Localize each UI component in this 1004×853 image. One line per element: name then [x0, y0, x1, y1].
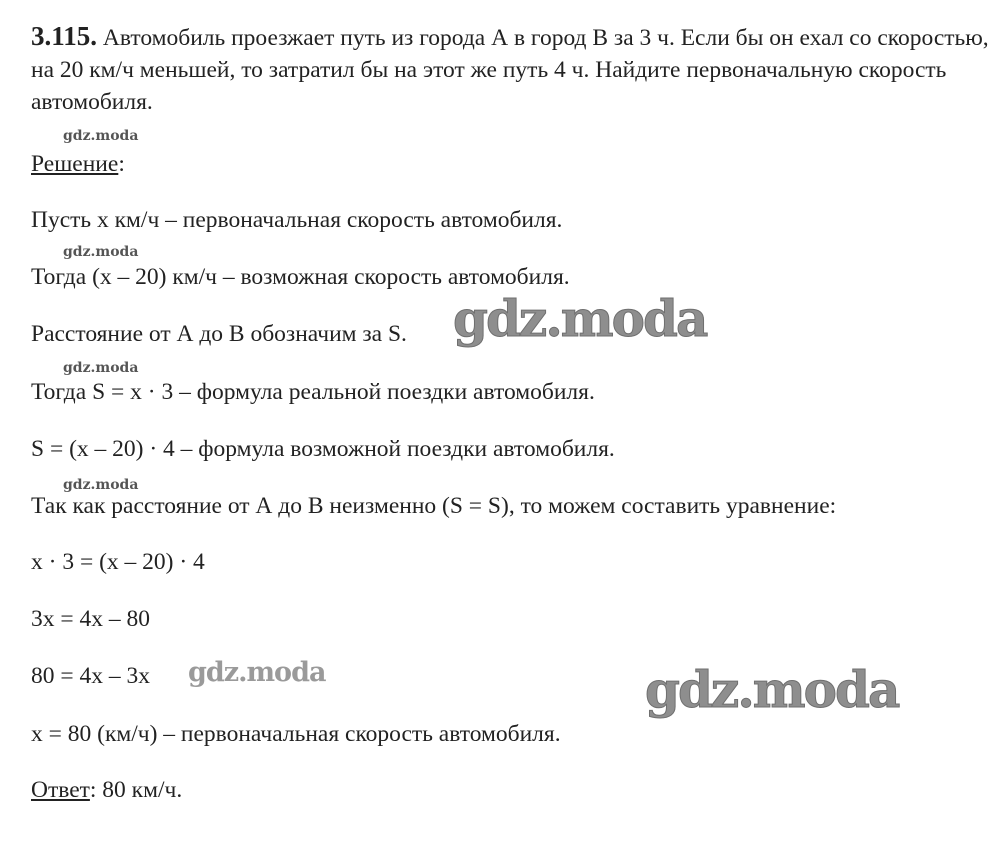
solution-line-3: Расстояние от А до В обозначим за S. — [31, 321, 407, 347]
watermark-medium: gdz.moda — [188, 657, 326, 688]
watermark-large-1: gdz.moda — [453, 289, 707, 348]
watermark-large-2: gdz.moda — [645, 660, 899, 719]
problem-statement — [31, 20, 991, 118]
solution-line-1: Пусть x км/ч – первоначальная скорость автомобиля. — [31, 207, 563, 233]
problem-number: 3.115. — [31, 21, 98, 51]
solution-line-5: S = (x – 20) · 4 – формула возможной поездки автомобиля. — [31, 436, 615, 462]
answer-line — [31, 776, 182, 804]
watermark-small-2: gdz.moda — [63, 244, 139, 260]
result-line: x = 80 (км/ч) – первоначальная скорость автомобиля. — [31, 721, 561, 747]
answer-label: Ответ — [31, 777, 90, 803]
equation-line-3: 80 = 4x – 3x — [31, 663, 151, 689]
equation-line-1: x · 3 = (x – 20) · 4 — [31, 549, 205, 575]
problem-text: Автомобиль проезжает путь из города А в город В за 3 ч. Если бы он ехал со скоростью, на 20 км/ч меньшей, то затратил бы на этот же путь 4 ч. Найдите первоначальную скорость автомобиля. — [31, 25, 989, 115]
watermark-small-3: gdz.moda — [63, 360, 139, 376]
watermark-small-1: gdz.moda — [63, 128, 139, 144]
watermark-small-4: gdz.moda — [63, 477, 139, 493]
solution-line-4: Тогда S = x · 3 – формула реальной поездки автомобиля. — [31, 379, 595, 405]
answer-value: : 80 км/ч. — [89, 777, 183, 803]
solution-heading — [31, 150, 125, 178]
solution-line-6: Так как расстояние от А до В неизменно (S = S), то можем составить уравнение: — [31, 493, 837, 519]
solution-heading-label: Решение — [31, 151, 119, 177]
equation-line-2: 3x = 4x – 80 — [31, 606, 151, 632]
solution-heading-colon: : — [118, 151, 125, 177]
solution-line-2: Тогда (x – 20) км/ч – возможная скорость автомобиля. — [31, 264, 570, 290]
